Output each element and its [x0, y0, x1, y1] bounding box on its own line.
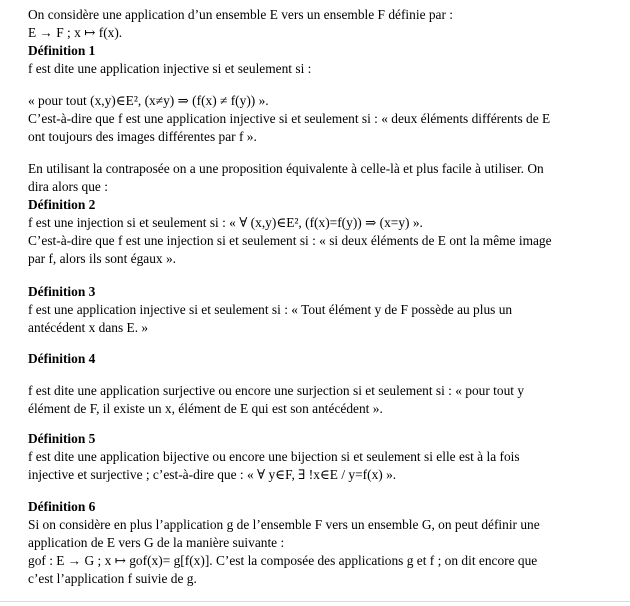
- definition-1-line-3: ont toujours des images différentes par f ».: [28, 129, 257, 144]
- definition-2-line-1: f est une injection si et seulement si : « ∀ (x,y)∈E², (f(x)=f(y)) ⇒ (x=y) ».: [28, 215, 423, 230]
- definition-1-line-1: f est dite une application injective si et seulement si :: [28, 61, 312, 76]
- definition-3-line-1: f est une application injective si et seulement si : « Tout élément y de F possède au plus un: [28, 302, 513, 317]
- intro-line-1: On considère une application d’un ensemble E vers un ensemble F définie par :: [28, 7, 454, 22]
- definition-3-title: Définition 3: [28, 284, 96, 299]
- definition-6-title: Définition 6: [28, 499, 96, 514]
- definition-4-title: Définition 4: [28, 351, 96, 366]
- definition-3-line-2: antécédent x dans E. »: [28, 320, 149, 335]
- definition-1-formula: « pour tout (x,y)∈E², (x≠y) ⇒ (f(x) ≠ f(y)) ».: [28, 93, 269, 108]
- definition-2-line-2: C’est-à-dire que f est une injection si et seulement si : « si deux éléments de E ont la même image: [28, 233, 552, 248]
- contrapositive-line-2: dira alors que :: [28, 179, 108, 194]
- definition-5-line-2: injective et surjective ; c’est-à-dire que : « ∀ y∈F, ∃ !x∈E / y=f(x) ».: [28, 467, 397, 482]
- definition-5-line-1: f est dite une application bijective ou encore une bijection si et seulement si elle est à la fois: [28, 449, 520, 464]
- page-bottom-divider: [0, 601, 630, 602]
- intro-line-2: E → F ; x ↦ f(x).: [28, 25, 123, 40]
- definition-2-title: Définition 2: [28, 197, 96, 212]
- contrapositive-line-1: En utilisant la contraposée on a une proposition équivalente à celle-là et plus facile à utiliser. On: [28, 161, 544, 176]
- definition-4-line-2: élément de F, il existe un x, élément de E qui est son antécédent ».: [28, 401, 383, 416]
- definition-1-line-2: C’est-à-dire que f est une application injective si et seulement si : « deux éléments différents de E: [28, 111, 551, 126]
- definition-4-line-1: f est dite une application surjective ou encore une surjection si et seulement si : « pour tout y: [28, 383, 525, 398]
- definition-5-title: Définition 5: [28, 431, 96, 446]
- definition-6-line-4: c’est l’application f suivie de g.: [28, 571, 197, 586]
- definition-1-title: Définition 1: [28, 43, 96, 58]
- definition-2-line-3: par f, alors ils sont égaux ».: [28, 251, 177, 266]
- definition-6-line-1: Si on considère en plus l’application g de l’ensemble F vers un ensemble G, on peut définir une: [28, 517, 540, 532]
- definition-6-line-2: application de E vers G de la manière suivante :: [28, 535, 285, 550]
- definition-6-line-3: gof : E → G ; x ↦ gof(x)= g[f(x)]. C’est la composée des applications g et f ; on dit encore que: [28, 553, 538, 568]
